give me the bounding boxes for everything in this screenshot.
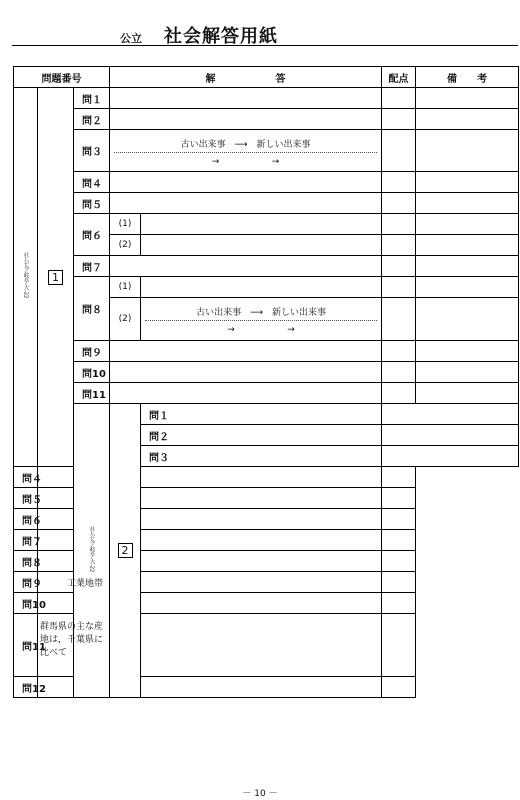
s1-q4-remarks (416, 172, 519, 193)
s2-q10-remarks (382, 593, 416, 614)
table-row (14, 677, 519, 698)
s1-q1-score (382, 88, 416, 109)
s1-q5-answer[interactable] (110, 193, 382, 214)
s1-q2-label: 問２ (74, 109, 110, 130)
s2-q3-answer[interactable] (382, 446, 519, 467)
s1-q9-label: 問９ (74, 341, 110, 362)
s2-q8-score (141, 551, 382, 572)
s1-q6-sub1-score (382, 214, 416, 235)
s2-q10-score (141, 593, 382, 614)
header-answer: 解 答 (110, 67, 382, 88)
s2-q11-score (141, 614, 382, 677)
title-sheet: 解答用紙 (202, 26, 278, 47)
table-row (14, 341, 519, 362)
s1-q11-score (382, 383, 416, 404)
arrow-1: → (211, 156, 220, 167)
s1-q8-sub2-score (382, 298, 416, 341)
section-2-number-cell (110, 404, 141, 698)
header-rule (12, 45, 518, 46)
s2-q7-remarks (382, 530, 416, 551)
s1-q9-score (382, 341, 416, 362)
s1-q1-remarks (416, 88, 519, 109)
s2-q11-answer[interactable] (38, 614, 110, 677)
s2-q11-label: 問11 (14, 614, 38, 677)
table-row (14, 614, 519, 677)
table-header-row (14, 67, 519, 88)
s1-q5-score (382, 193, 416, 214)
s1-q6-sub2-remarks (416, 235, 519, 256)
table-row (14, 88, 519, 109)
s1-q7-label: 問７ (74, 256, 110, 277)
s1-q8-sub2-remarks (416, 298, 519, 341)
s1-q6-sub2-answer[interactable] (141, 235, 382, 256)
table-row (14, 593, 519, 614)
arrow-1: → (227, 325, 235, 335)
s2-q5-score (141, 488, 382, 509)
s1-q8-sub1-score (382, 277, 416, 298)
s1-q2-answer[interactable] (110, 109, 382, 130)
s1-q8-sub1-remarks (416, 277, 519, 298)
s2-q11-prompt: 群馬県の主な産地は，千葉県に比べて (40, 622, 104, 658)
side-note-cell (14, 88, 38, 467)
s2-q8-label: 問８ (14, 551, 38, 572)
s2-q12-remarks (382, 677, 416, 698)
s2-q12-score (141, 677, 382, 698)
s1-q6-sub2-label: (2) (110, 235, 141, 256)
table-row (14, 256, 519, 277)
s1-q10-label: 問10 (74, 362, 110, 383)
section-1-number-cell (38, 88, 74, 467)
s1-q3-score (382, 130, 416, 172)
header-question-no: 問題番号 (14, 67, 110, 88)
table-row (14, 109, 519, 130)
s1-q6-sub1-remarks (416, 214, 519, 235)
s2-q10-label: 問10 (14, 593, 38, 614)
s1-q8-sub2-label: (2) (110, 298, 141, 341)
s1-q10-score (382, 362, 416, 383)
arrow-2: → (287, 325, 295, 335)
s1-q8-order-label: 古い出来事 ⟶ 新しい出来事 (145, 303, 377, 321)
page-header (12, 18, 518, 46)
s2-q2-answer[interactable] (382, 425, 519, 446)
header-remarks: 備 考 (416, 67, 519, 88)
s2-q7-score (141, 530, 382, 551)
table-row (14, 488, 519, 509)
s2-q1-label: 問１ (141, 404, 382, 425)
s1-q11-answer[interactable] (110, 383, 382, 404)
s1-q7-score (382, 256, 416, 277)
arrow-2: → (271, 156, 280, 167)
s1-q7-answer[interactable] (110, 256, 382, 277)
s1-q2-remarks (416, 109, 519, 130)
section-1-number: 1 (48, 270, 63, 285)
s1-q1-answer[interactable] (110, 88, 382, 109)
s1-q9-answer[interactable] (110, 341, 382, 362)
title-subject: 社会 (164, 26, 202, 47)
s1-q6-sub2-score (382, 235, 416, 256)
s2-q9-score (141, 572, 382, 593)
s2-q4-score (141, 467, 382, 488)
s2-q6-label: 問６ (14, 509, 38, 530)
s2-q9-label: 問９ (14, 572, 38, 593)
table-row (14, 193, 519, 214)
table-row (14, 277, 519, 298)
s2-q5-answer[interactable] (38, 488, 110, 509)
s2-q4-answer[interactable] (38, 467, 110, 488)
s1-q6-sub1-answer[interactable] (141, 214, 382, 235)
s2-q11-remarks (382, 614, 416, 677)
s2-q1-answer[interactable] (382, 404, 519, 425)
s2-q8-remarks (382, 551, 416, 572)
s2-q9-suffix: 工業地帯 (67, 578, 104, 589)
s2-q7-label: 問７ (14, 530, 38, 551)
s2-q6-remarks (382, 509, 416, 530)
s1-q6-label: 問６ (74, 214, 110, 256)
s1-q3-order-label: 古い出来事 ⟶ 新しい出来事 (114, 135, 377, 153)
s2-q4-remarks (382, 467, 416, 488)
table-row (14, 404, 519, 425)
s2-q9-answer[interactable] (38, 572, 110, 593)
table-row (14, 362, 519, 383)
table-row (14, 467, 519, 488)
s1-q6-sub1-label: (1) (110, 214, 141, 235)
page-number: － 10 － (242, 789, 278, 799)
s2-q12-answer[interactable] (38, 677, 110, 698)
s2-q8-answer[interactable] (38, 551, 110, 572)
table-row (14, 214, 519, 235)
s1-q8-sub1-label: (1) (110, 277, 141, 298)
s1-q8-sub1-answer[interactable] (141, 277, 382, 298)
s2-q5-label: 問５ (14, 488, 38, 509)
s1-q5-remarks (416, 193, 519, 214)
s2-q6-answer[interactable] (38, 509, 110, 530)
s1-q3-answer[interactable] (110, 130, 382, 172)
s1-q4-score (382, 172, 416, 193)
s2-q6-score (141, 509, 382, 530)
s2-q5-remarks (382, 488, 416, 509)
s1-q10-answer[interactable] (110, 362, 382, 383)
s1-q7-remarks (416, 256, 519, 277)
s1-q8-sub2-answer[interactable] (141, 298, 382, 341)
s2-q10-answer[interactable] (38, 593, 110, 614)
s1-q4-label: 問４ (74, 172, 110, 193)
s1-q2-score (382, 109, 416, 130)
s1-q8-label: 問８ (74, 277, 110, 341)
s1-q3-arrows (114, 154, 377, 167)
s2-q3-label: 問３ (141, 446, 382, 467)
s1-q8-arrows (145, 322, 377, 335)
table-row (14, 172, 519, 193)
s1-q10-remarks (416, 362, 519, 383)
side-note-text: 社-公-令-岐阜-大-22 (22, 252, 29, 299)
s1-q11-remarks (416, 383, 519, 404)
table-row (14, 383, 519, 404)
table-row (14, 130, 519, 172)
header-score: 配点 (382, 67, 416, 88)
s1-q1-label: 問１ (74, 88, 110, 109)
s2-q9-remarks (382, 572, 416, 593)
side-note-text-2: 社-公-令-岐阜-大-22 (88, 525, 95, 573)
s1-q9-remarks (416, 341, 519, 362)
public-label: 公立 (120, 32, 142, 45)
s1-q3-remarks (416, 130, 519, 172)
s1-q5-label: 問５ (74, 193, 110, 214)
s2-q12-label: 問12 (14, 677, 38, 698)
s2-q2-label: 問２ (141, 425, 382, 446)
s1-q11-label: 問11 (74, 383, 110, 404)
s2-q7-answer[interactable] (38, 530, 110, 551)
s1-q3-label: 問３ (74, 130, 110, 172)
answer-table (13, 66, 519, 698)
s2-q4-label: 問４ (14, 467, 38, 488)
s1-q4-answer[interactable] (110, 172, 382, 193)
section-2-number: 2 (118, 543, 133, 558)
